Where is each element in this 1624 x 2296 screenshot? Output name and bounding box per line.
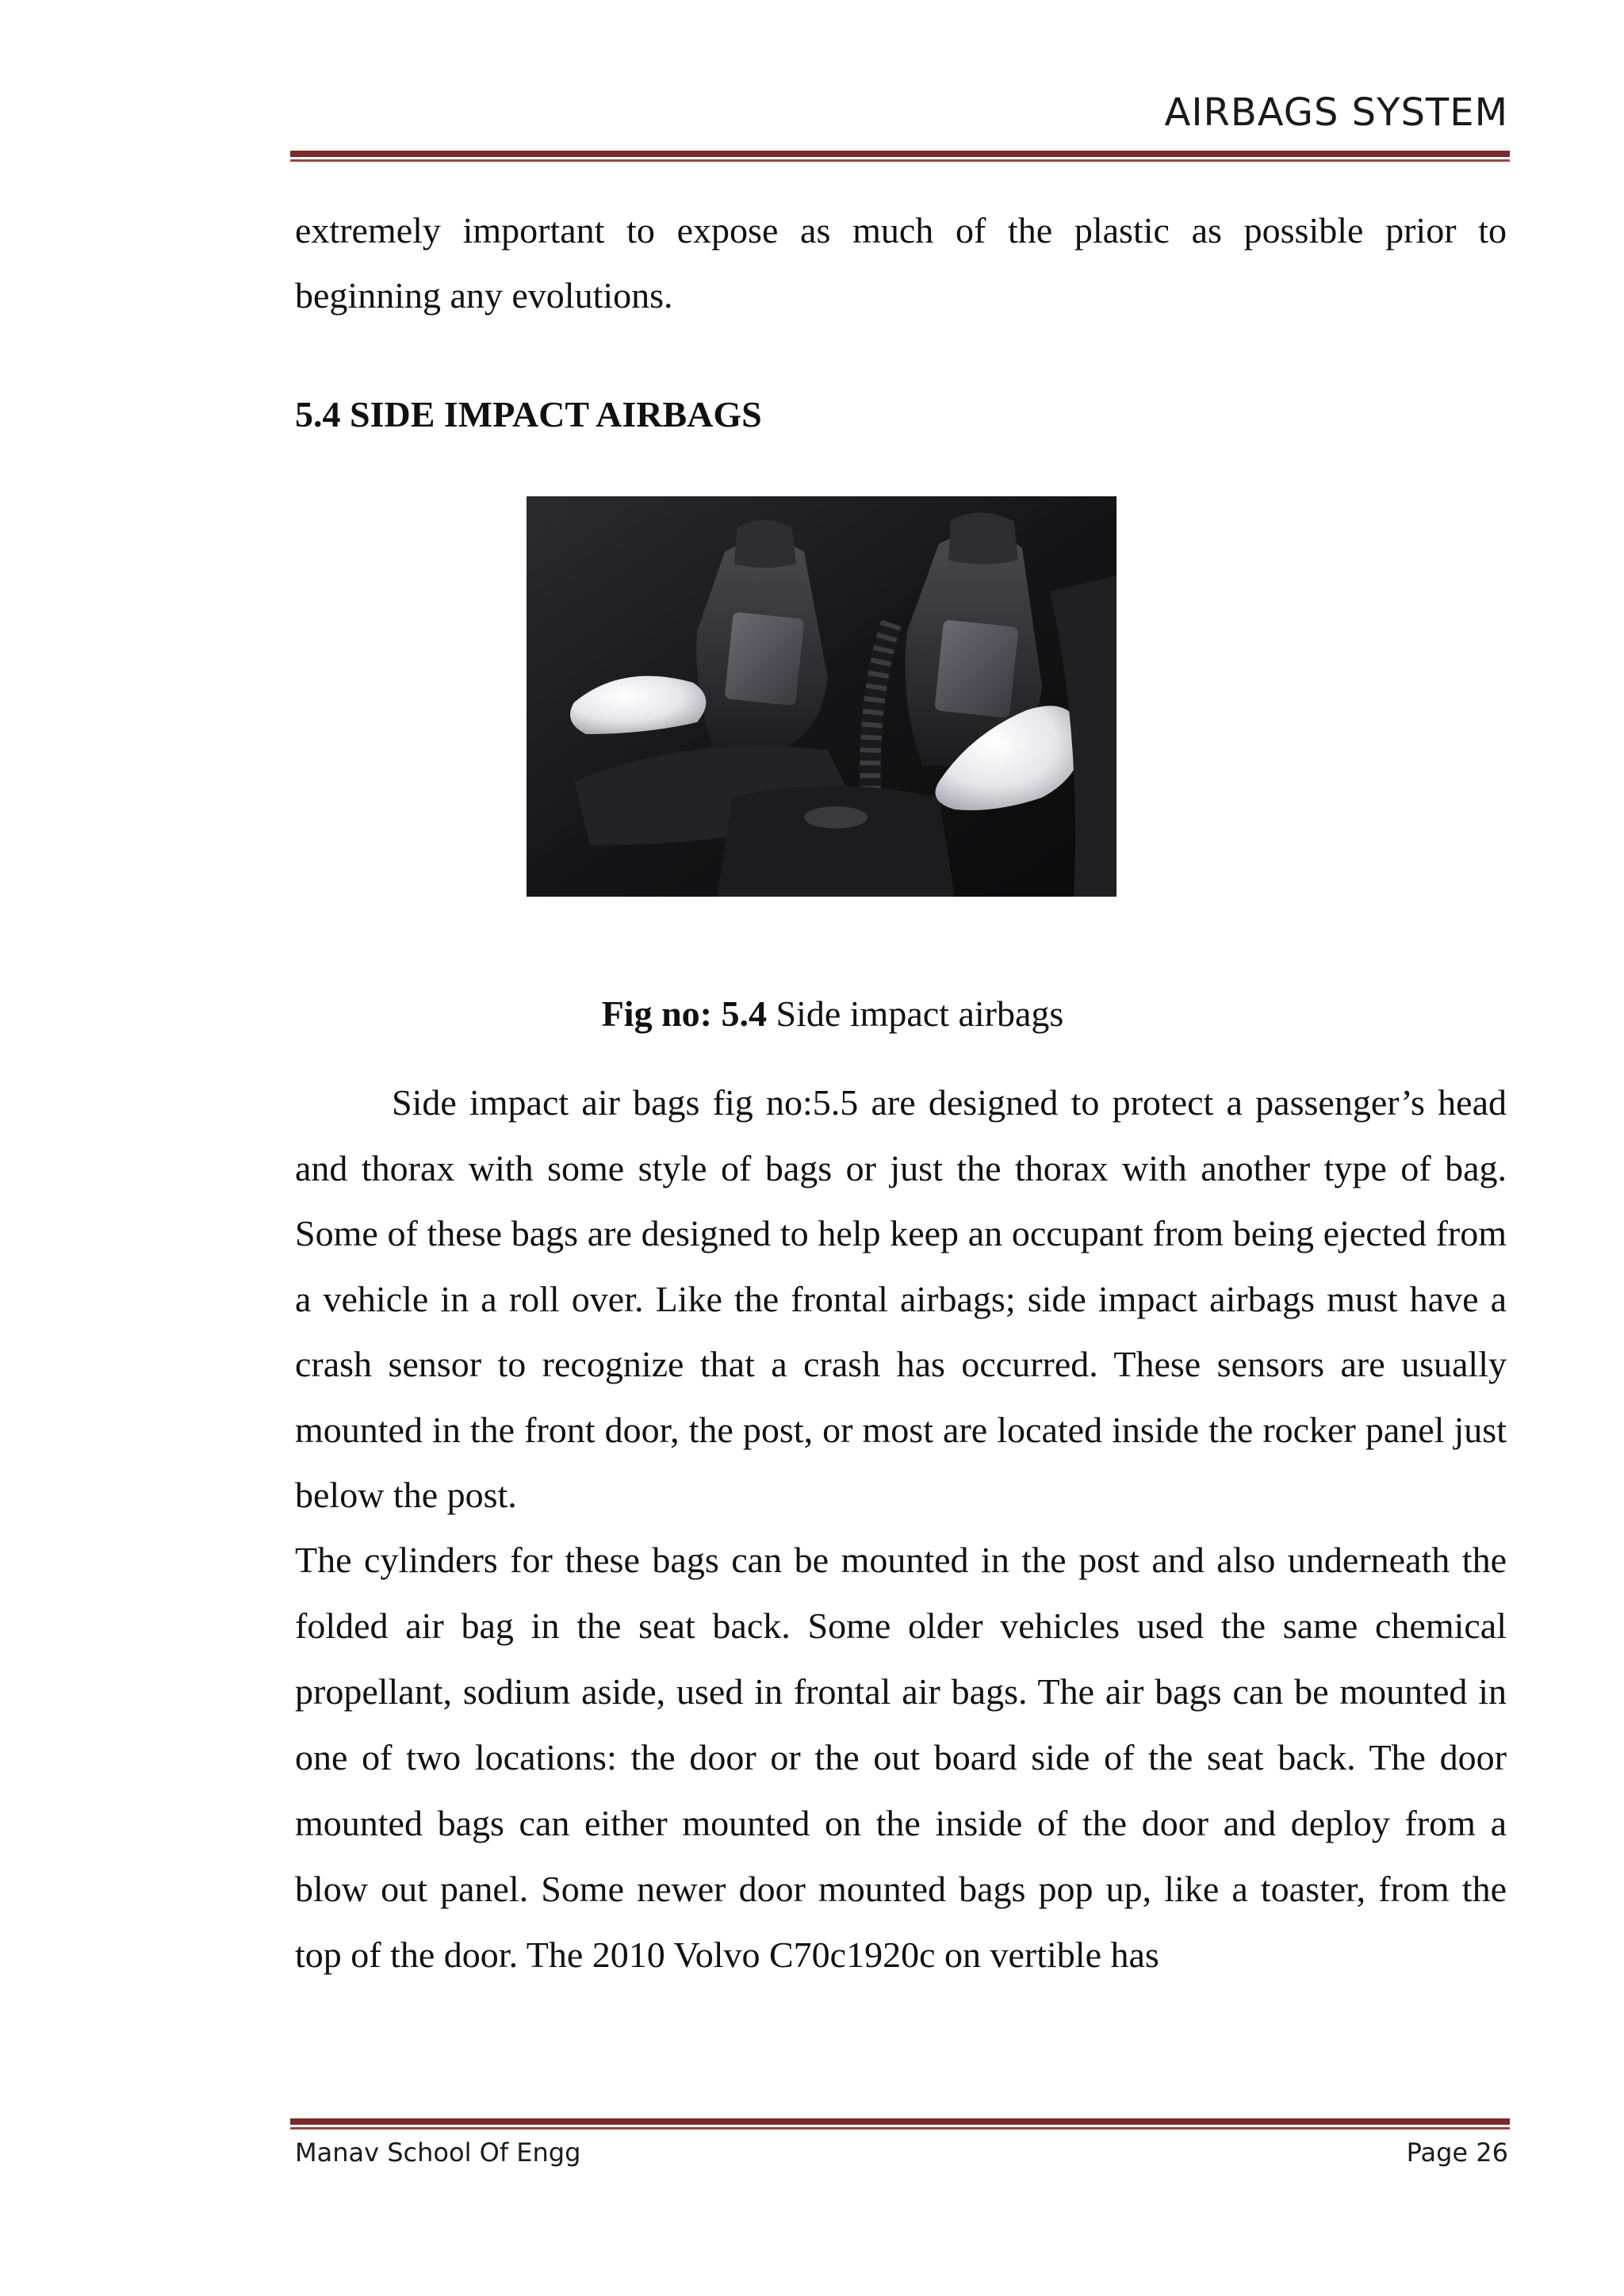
- header-rule: [290, 151, 1510, 162]
- figure-caption-text: Side impact airbags: [766, 993, 1064, 1034]
- figure-caption-label: Fig no: 5.4: [601, 993, 767, 1034]
- footer-rule-thin: [290, 2127, 1510, 2130]
- footer-page-number: Page 26: [1406, 2137, 1508, 2168]
- footer-rule-thick: [290, 2118, 1510, 2125]
- page-header-title: AIRBAGS SYSTEM: [1164, 90, 1508, 135]
- footer-school-name: Manav School Of Engg: [295, 2137, 581, 2168]
- side-impact-airbags-photo: [527, 496, 1116, 897]
- header-rule-thin: [290, 159, 1510, 162]
- section-heading: 5.4 SIDE IMPACT AIRBAGS: [295, 394, 762, 434]
- footer-rule: [290, 2118, 1510, 2130]
- header-rule-thick: [290, 151, 1510, 157]
- seats-airbag-illustration: [527, 496, 1116, 897]
- paragraph-cylinders: The cylinders for these bags can be mounted in the post and also underneath the folded air bag in the seat back. Some older vehicles used the same chemical propellant, sodium aside, used in frontal air bags. The air bags can be mounted in one of two locations: the door or the out board side of the seat back. The door mounted bags can either mounted on the inside of the door and deploy from a blow out panel. Some newer door mounted bags pop up, like a toaster, from the top of the door. The 2010 Volvo C70c1920c on vertible has: [295, 1540, 1507, 1975]
- paragraph-side-impact: Side impact air bags fig no:5.5 are designed to protect a passenger’s head and thorax with some style of bags or just the thorax with another type of bag. Some of these bags are designed to help keep an occupant from being ejected from a vehicle in a roll over. Like the frontal airbags; side impact airbags must have a crash sensor to recognize that a crash has occurred. These sensors are usually mounted in the front door, the post, or most are located inside the rocker panel just below the post.: [295, 1082, 1507, 1515]
- figure-caption: [0, 993, 1624, 1035]
- paragraph-continuation: extremely important to expose as much of the plastic as possible prior to beginning any evolutions.: [295, 210, 1507, 316]
